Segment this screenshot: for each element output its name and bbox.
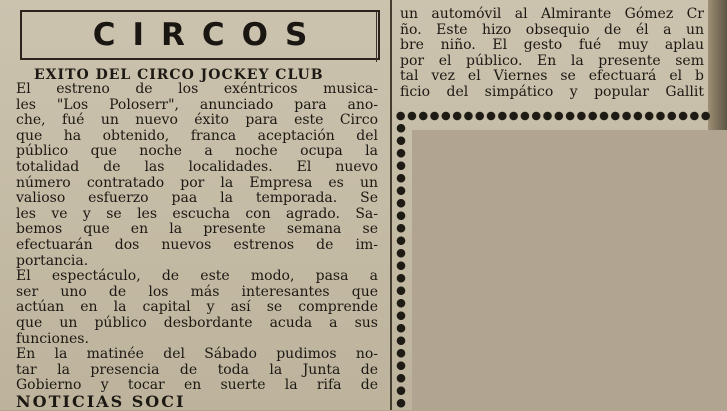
article-line: portancia. bbox=[16, 252, 89, 269]
right-column-line: tal vez el Viernes se efectuará el b bbox=[400, 68, 704, 85]
article-line: valioso esfuerzo paa la temporada. Se bbox=[16, 190, 378, 207]
article-line: actúan en la capital y así se comprende bbox=[16, 299, 378, 316]
blank-area bbox=[412, 130, 727, 410]
article-line: bemos que en la presente semana se bbox=[16, 221, 378, 238]
article-line: El estreno de los exéntricos musica- bbox=[16, 81, 378, 97]
article-line: público que noche a noche ocupa la bbox=[16, 143, 378, 160]
article-line: efectuarán dos nuevos estrenos de im- bbox=[16, 236, 378, 253]
right-column-line: ño. Este hizo obsequio de él a un bbox=[400, 21, 704, 38]
article-line: che, fué un nuevo éxito para este Circo bbox=[16, 112, 378, 129]
article-line: ser uno de los más interesantes que bbox=[16, 283, 378, 300]
article-line: En la matinée del Sábado pudimos no- bbox=[16, 346, 378, 363]
article-line: totalidad de las localidades. El nuevo bbox=[16, 158, 378, 175]
right-column-line: ficio del simpático y popular Gallit bbox=[400, 83, 704, 100]
next-headline-cut: NOTICIAS SOCI bbox=[16, 391, 186, 411]
column-rule bbox=[376, 12, 377, 62]
article-body bbox=[16, 82, 378, 409]
article-line: que ha obtenido, franca aceptación del bbox=[16, 127, 378, 144]
article-line: El espectáculo, de este modo, pasa a bbox=[16, 268, 378, 285]
section-title: CIRCOS bbox=[92, 17, 325, 53]
article-line: tar la presencia de toda la Junta de bbox=[16, 361, 378, 378]
right-column-line: un automóvil al Almirante Gómez Cr bbox=[400, 6, 704, 22]
article-line: les "Los Poloserr", anunciado para ano- bbox=[16, 96, 378, 113]
right-column-line: por el público. En la presente sem bbox=[400, 52, 704, 69]
article-line: número contratado por la Empresa es un bbox=[16, 174, 378, 191]
article-line: que un público desbordante acuda a sus bbox=[16, 314, 378, 331]
section-title-box bbox=[20, 10, 380, 60]
right-column-line: bre niño. El gesto fué muy aplau bbox=[400, 37, 704, 54]
article-line: Gobierno y tocar en suerte la rifa de bbox=[16, 377, 378, 394]
right-column bbox=[400, 7, 704, 101]
column-divider bbox=[390, 0, 392, 410]
dotted-border-horizontal bbox=[395, 110, 711, 122]
article-headline: EXITO DEL CIRCO JOCKEY CLUB bbox=[34, 67, 324, 83]
article-line: funciones. bbox=[16, 330, 89, 347]
dotted-border-vertical bbox=[395, 122, 407, 410]
article-line: les ve y se les escucha con agrado. Sa- bbox=[16, 205, 378, 222]
